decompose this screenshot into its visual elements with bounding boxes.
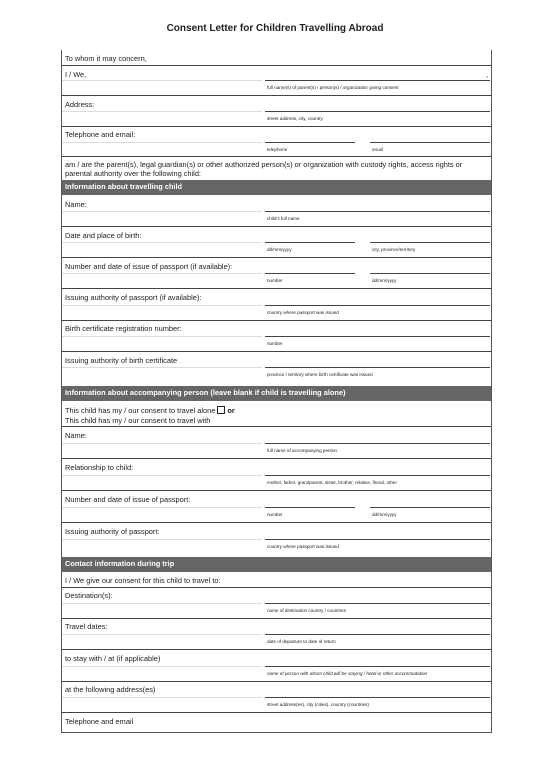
birth-certificate-hint: number [267,341,283,346]
child-passport-number-hint: number [267,278,283,283]
dob-date-hint: dd/mm/yyyy [267,247,292,252]
comma: , [486,70,489,79]
divider [62,458,491,459]
telephone-field[interactable] [265,142,355,143]
child-name-hint: child's full name [267,216,300,221]
destinations-hint: name of destination country / countries [267,608,346,613]
accompanying-passport-number-hint: number [267,512,283,517]
section-header-child [62,180,491,195]
email-field[interactable] [370,142,490,143]
birth-certificate-field[interactable] [265,336,490,337]
salutation: To whom it may concern, [65,54,147,63]
divider [62,95,491,96]
destinations-field[interactable] [265,603,490,604]
parent-names-hint: full name(s) of parent(s) / person(s) / organization giving consent [267,85,399,90]
child-passport-authority-label: Issuing authority of passport (if available): [65,293,202,302]
child-name-label: Name: [65,200,87,209]
accompanying-name-field[interactable] [265,443,490,444]
iwe-label: I / We, [65,70,87,79]
dob-label: Date and place of birth: [65,231,142,240]
trip-telephone-email-label: Telephone and email [65,717,134,726]
birth-certificate-authority-hint: province / territory where birth certificate was issued [267,372,373,377]
parent-names-field[interactable] [265,80,490,81]
divider [62,426,491,427]
stay-with-field[interactable] [265,666,490,667]
divider [62,490,491,491]
consent-destination-text: I / We give our consent for this child to travel to: [65,576,221,585]
telephone-hint: telephone [267,147,288,152]
divider [62,65,491,66]
child-passport-authority-hint: country where passport was issued [267,310,339,315]
child-passport-label: Number and date of issue of passport (if available): [65,262,233,271]
section-header-contact-text: Contact information during trip [65,559,175,568]
divider [62,712,491,713]
accompanying-name-label: Name: [65,431,87,440]
statement-line-1: am / are the parent(s), legal guardian(s) or other authorized person(s) or organization with custody rights, access rights or [65,160,463,169]
stay-with-label: to stay with / at (if applicable) [65,654,161,663]
divider [62,226,491,227]
divider [62,587,491,588]
accompanying-authority-field[interactable] [265,539,490,540]
divider [62,681,491,682]
travel-alone-text: This child has my / our consent to travel alone [65,406,216,415]
birth-certificate-authority-label: Issuing authority of birth certificate [65,356,178,365]
address-label: Address: [65,100,95,109]
section-header-accompanying [62,386,491,401]
statement-line-2: parental authority over the following child: [65,169,201,178]
accompanying-passport-date-field[interactable] [370,507,490,508]
trip-address-field[interactable] [265,697,490,698]
relationship-hint: mother, father, grandparent, sister, brother, relative, friend, other [267,480,397,485]
dob-place-hint: city, province/territory [372,247,416,252]
dob-date-field[interactable] [265,242,355,243]
address-hint: street address, city, country [267,116,323,121]
trip-address-hint: street address(es), city (cities), country (countries) [267,702,369,707]
accompanying-authority-hint: country where passport was issued [267,544,339,549]
accompanying-passport-label: Number and date of issue of passport: [65,495,191,504]
child-passport-date-hint: dd/mm/yyyy [372,278,397,283]
travel-dates-field[interactable] [265,634,490,635]
accompanying-passport-number-field[interactable] [265,507,355,508]
accompanying-passport-date-hint: dd/mm/yyyy [372,512,397,517]
child-passport-authority-field[interactable] [265,305,490,306]
destinations-label: Destination(s): [65,591,113,600]
email-hint: email [372,147,383,152]
divider [62,649,491,650]
divider [62,156,491,157]
consent-form [61,50,492,733]
relationship-label: Relationship to child: [65,463,134,472]
birth-certificate-authority-field[interactable] [265,367,490,368]
trip-address-label: at the following address(es) [65,685,156,694]
child-name-field[interactable] [265,211,490,212]
dob-place-field[interactable] [370,242,490,243]
divider [62,288,491,289]
stay-with-hint: name of person with whom child will be staying / hotel or other accommodation [267,671,428,676]
section-header-accompanying-text: Information about accompanying person (leave blank if child is travelling alone) [65,388,346,397]
section-header-child-text: Information about travelling child [65,182,183,191]
divider [62,522,491,523]
document-title: Consent Letter for Children Travelling Abroad [166,23,384,34]
divider [62,257,491,258]
telephone-email-label: Telephone and email: [65,130,136,139]
divider [62,126,491,127]
child-passport-date-field[interactable] [370,273,490,274]
relationship-field[interactable] [265,475,490,476]
child-passport-number-field[interactable] [265,273,355,274]
travel-dates-hint: date of departure to date of return [267,639,336,644]
divider [62,320,491,321]
travel-with-text: This child has my / our consent to travel with [65,416,211,425]
birth-certificate-label: Birth certificate registration number: [65,324,182,333]
divider [62,351,491,352]
or-text: or [227,406,235,415]
accompanying-authority-label: Issuing authority of passport: [65,527,160,536]
travel-dates-label: Travel dates: [65,622,108,631]
section-header-contact [62,557,491,572]
accompanying-name-hint: full name of accompanying person [267,448,337,453]
travel-alone-checkbox[interactable] [217,406,225,414]
divider [62,618,491,619]
address-field[interactable] [265,111,490,112]
travel-alone-row [65,406,235,415]
